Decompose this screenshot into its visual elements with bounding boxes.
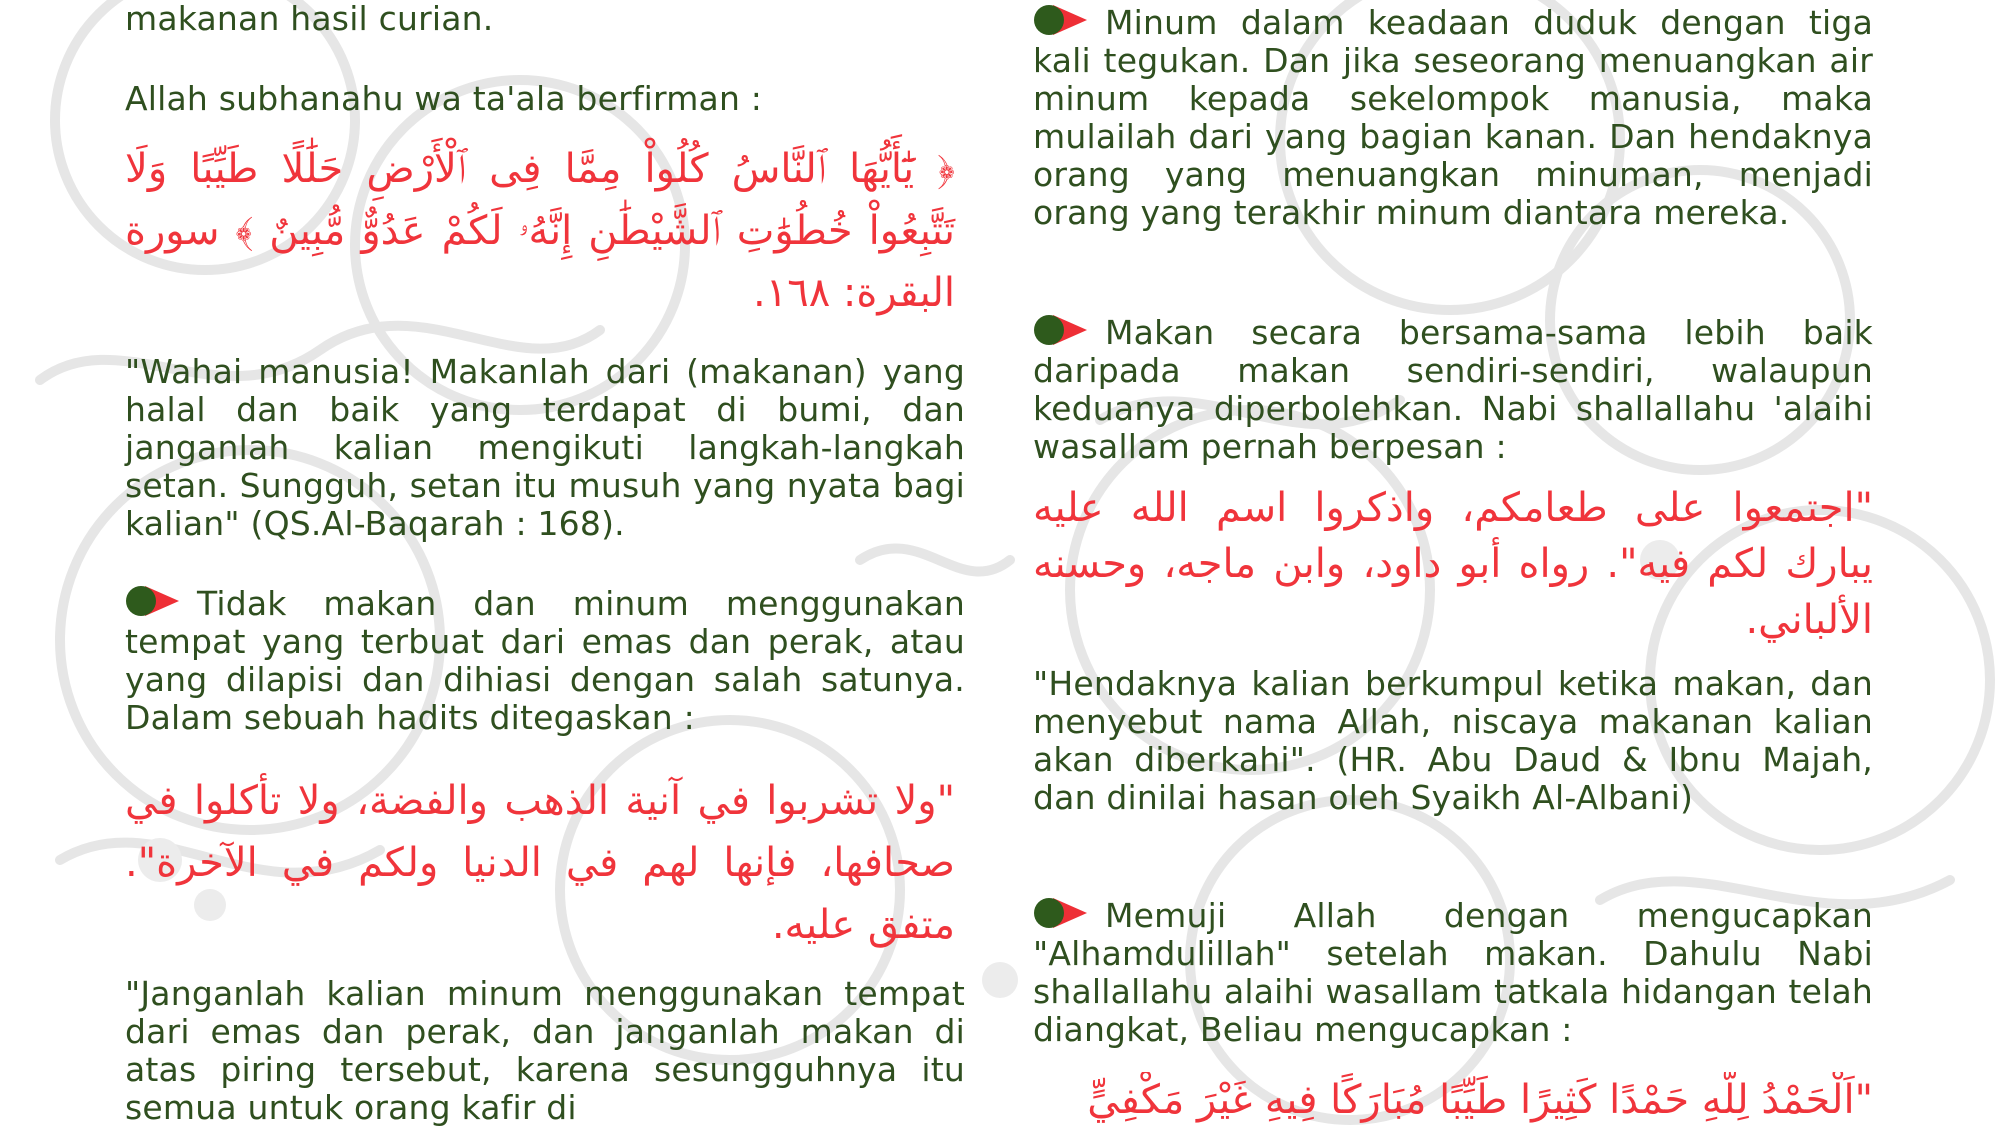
hadith-text: "اَلْحَمْدُ لِلَّهِ حَمْدًا كَثِيرًا طَيِّبًا مُبَارَكًا فِيهِ غَيْرَ مَكْفِيٍّ bbox=[1087, 1077, 1873, 1123]
bullet-item bbox=[1033, 895, 1873, 1049]
intro-line: Allah subhanahu wa ta'ala berfirman : bbox=[125, 79, 763, 118]
bullet-text: Tidak makan dan minum menggunakan tempat yang terbuat dari emas dan perak, atau yang dilapisi dan dihiasi dengan salah satunya. Dalam sebuah hadits ditegaskan : bbox=[125, 584, 965, 737]
hadith-text: "اجتمعوا على طعامكم، واذكروا اسم الله عليه يبارك لكم فيه". رواه أبو داود، وابن ماجه، وحسنه الألباني. bbox=[1033, 485, 1873, 643]
bullet-item bbox=[1033, 2, 1873, 232]
hadith-text: "ولا تشربوا في آنية الذهب والفضة، ولا تأكلوا في صحافها، فإنها لهم في الدنيا ولكم في الآخرة". متفق عليه. bbox=[125, 778, 955, 948]
verse-translation: "Wahai manusia! Makanlah dari (makanan) yang halal dan baik yang terdapat di bumi, dan janganlah kalian mengikuti langkah-langkah setan. Sungguh, setan itu musuh yang nyata bagi kalian" (QS.Al-Baqarah : 168). bbox=[125, 352, 965, 543]
bullet-item bbox=[125, 583, 965, 737]
bullet-text: Makan secara bersama-sama lebih baik daripada makan sendiri-sendiri, walaupun keduanya diperbolehkan. Nabi shallallahu 'alaihi wasallam pernah berpesan : bbox=[1033, 313, 1873, 466]
hadith-translation: "Janganlah kalian minum menggunakan tempat dari emas dan perak, dan janganlah makan di atas piring tersebut, karena sesungguhnya itu semua untuk orang kafir di bbox=[125, 974, 965, 1127]
bullet-item bbox=[1033, 312, 1873, 466]
quran-verse: ﴿ يَٰٓأَيُّهَا ٱلنَّاسُ كُلُواْ مِمَّا فِى ٱلْأَرْضِ حَلَٰلًا طَيِّبًا وَلَا تَتَّبِعُواْ خُطُوَٰتِ ٱلشَّيْطَٰنِ إِنَّهُۥ لَكُمْ عَدُوٌّ مُّبِينٌ ﴾ سورة البقرة: ١٦٨. bbox=[125, 146, 955, 316]
paragraph-tail: makanan hasil curian. bbox=[125, 0, 494, 38]
bullet-arrow-icon bbox=[125, 583, 181, 619]
bullet-text: Minum dalam keadaan duduk dengan tiga kali tegukan. Dan jika seseorang menuangkan air minum kepada sekelompok manusia, maka mulailah dari yang bagian kanan. Dan hendaknya orang yang menuangkan minuman, menjadi orang yang terakhir minum diantara mereka. bbox=[1033, 3, 1873, 232]
hadith-translation: "Hendaknya kalian berkumpul ketika makan, dan menyebut nama Allah, niscaya makanan kalian akan diberkahi". (HR. Abu Daud & Ibnu Majah, dan dinilai hasan oleh Syaikh Al-Albani) bbox=[1033, 664, 1873, 817]
bullet-text: Memuji Allah dengan mengucapkan "Alhamdulillah" setelah makan. Dahulu Nabi shallallahu alaihi wasallam tatkala hidangan telah diangkat, Beliau mengucapkan : bbox=[1033, 896, 1873, 1049]
bullet-arrow-icon bbox=[1033, 895, 1089, 931]
bullet-arrow-icon bbox=[1033, 2, 1089, 38]
bullet-arrow-icon bbox=[1033, 312, 1089, 348]
